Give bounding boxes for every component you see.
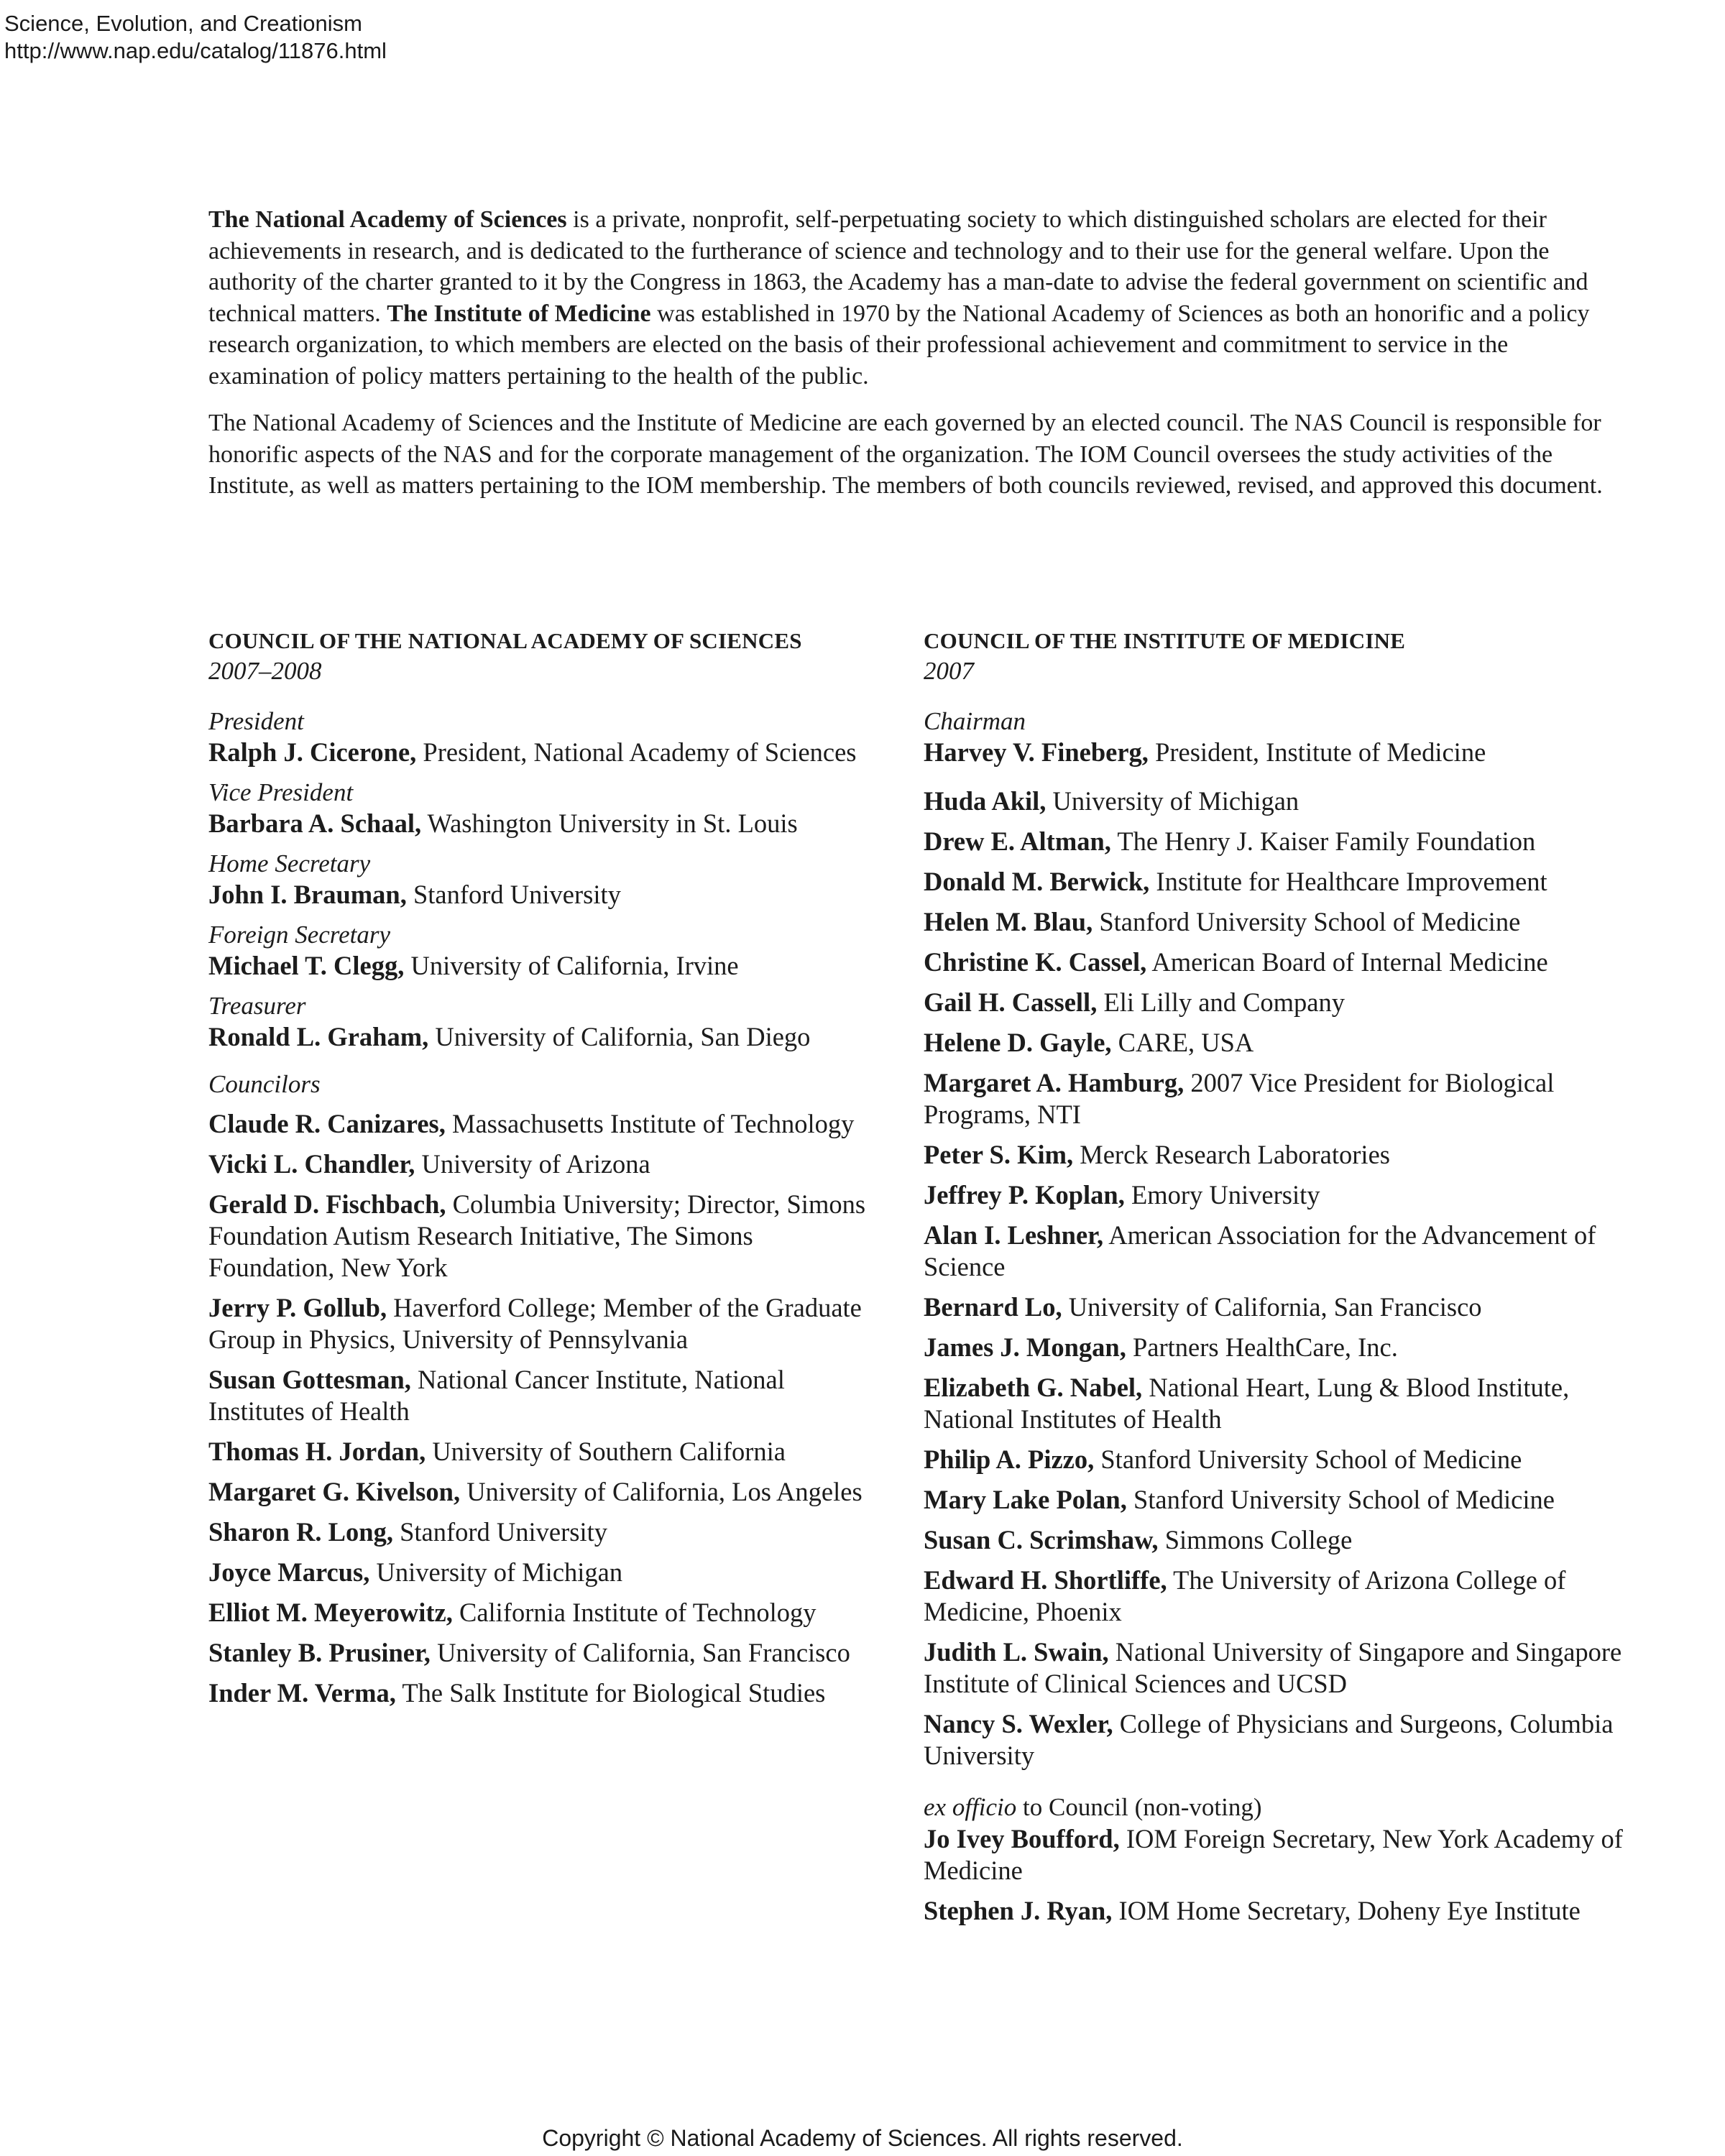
member-name: Thomas H. Jordan,: [208, 1437, 426, 1466]
member-affiliation: Partners HealthCare, Inc.: [1126, 1332, 1398, 1362]
member-affiliation: The Salk Institute for Biological Studies: [395, 1678, 826, 1708]
member-name: Ronald L. Graham,: [208, 1022, 429, 1051]
member-affiliation: Columbia University; Director, Simons Foundation Autism Research Initiative, The Simons Foundation, New York: [208, 1189, 866, 1282]
member-name: Philip A. Pizzo,: [924, 1445, 1095, 1474]
chair-member: [924, 737, 1632, 768]
nas-description: is a private, nonprofit, self-perpetuating society to which distinguished scholars are elected for their achievements in research, and is dedicated to the furtherance of science and technology and to their use for the general welfare. Upon the authority of the charter granted to it by the Congress in 1863, the Academy has a man-date to advise the federal government on scientific and technical matters.: [208, 206, 1588, 327]
member-affiliation: National Heart, Lung & Blood Institute, National Institutes of Health: [924, 1373, 1570, 1434]
member-affiliation: Emory University: [1124, 1180, 1320, 1210]
member-affiliation: University of Michigan: [369, 1557, 623, 1587]
council-member: [924, 1372, 1632, 1435]
iom-description: was established in 1970 by the National Academy of Sciences as both an honorific and a policy research organization, to which members are elected on the basis of their professional achievement and commitment to service in the examination of policy matters pertaining to the health of the public.: [208, 300, 1590, 390]
council-member: [208, 1677, 884, 1709]
member-name: Alan I. Leshner,: [924, 1220, 1104, 1250]
council-member: [924, 786, 1632, 817]
council-member: [924, 1708, 1632, 1772]
member-name: Stanley B. Prusiner,: [208, 1638, 431, 1667]
member-name: Elizabeth G. Nabel,: [924, 1373, 1143, 1402]
member-affiliation: National Cancer Institute, National Institutes of Health: [208, 1365, 785, 1426]
member-name: Christine K. Cassel,: [924, 947, 1147, 977]
member-name: Susan C. Scrimshaw,: [924, 1525, 1159, 1554]
member-name: Jeffrey P. Koplan,: [924, 1180, 1125, 1210]
council-member: [208, 1021, 884, 1053]
councilors-label: Councilors: [208, 1070, 321, 1098]
member-name: Susan Gottesman,: [208, 1365, 411, 1394]
page-header: [4, 10, 387, 65]
member-affiliation: Merck Research Laboratories: [1073, 1140, 1390, 1169]
nas-councilors: [208, 1108, 884, 1709]
council-member: [208, 1476, 884, 1508]
member-affiliation: University of Arizona: [415, 1149, 650, 1179]
nas-officers: [208, 706, 884, 1053]
member-affiliation: University of California, San Francisco: [430, 1638, 850, 1667]
intro-text: [208, 204, 1617, 517]
officer-role: Treasurer: [208, 992, 306, 1020]
member-affiliation: University of California, San Diego: [428, 1022, 811, 1051]
member-name: Ralph J. Cicerone,: [208, 737, 417, 767]
member-affiliation: University of California, San Francisco: [1062, 1292, 1482, 1322]
council-member: [208, 1557, 884, 1588]
member-affiliation: American Board of Internal Medicine: [1146, 947, 1548, 977]
member-name: Sharon R. Long,: [208, 1517, 393, 1547]
nas-council-title: COUNCIL OF THE NATIONAL ACADEMY OF SCIENCES: [208, 628, 802, 653]
council-member: [208, 1189, 884, 1284]
member-affiliation: University of Michigan: [1046, 786, 1300, 816]
member-name: Helen M. Blau,: [924, 907, 1093, 936]
member-affiliation: President, National Academy of Sciences: [416, 737, 857, 767]
member-name: Elliot M. Meyerowitz,: [208, 1598, 453, 1627]
member-affiliation: IOM Foreign Secretary, New York Academy of Medicine: [924, 1824, 1623, 1885]
intro-paragraph-2: The National Academy of Sciences and the Institute of Medicine are each governed by an elected council. The NAS Council is responsible for honorific aspects of the NAS and for the corporate management of the organization. The IOM Council oversees the study activities of the Institute, as well as matters pertaining to the IOM membership. The members of both councils reviewed, revised, and approved this document.: [208, 410, 1603, 499]
member-name: Edward H. Shortliffe,: [924, 1565, 1167, 1595]
member-affiliation: Stanford University School of Medicine: [1126, 1485, 1555, 1514]
member-affiliation: The Henry J. Kaiser Family Foundation: [1110, 826, 1536, 856]
member-name: Harvey V. Fineberg,: [924, 737, 1149, 767]
officer-role: Foreign Secretary: [208, 921, 391, 949]
council-member: [924, 1139, 1632, 1171]
nas-name: The National Academy of Sciences: [208, 206, 567, 233]
member-name: Inder M. Verma,: [208, 1678, 396, 1708]
member-name: Vicki L. Chandler,: [208, 1149, 415, 1179]
member-name: Mary Lake Polan,: [924, 1485, 1127, 1514]
member-affiliation: Institute for Healthcare Improvement: [1149, 867, 1547, 896]
council-member: [924, 1524, 1632, 1556]
iom-council-column: [924, 627, 1632, 1935]
council-member: [924, 1027, 1632, 1059]
member-affiliation: Stanford University School of Medicine: [1094, 1445, 1522, 1474]
member-name: Jerry P. Gollub,: [208, 1293, 387, 1322]
member-affiliation: California Institute of Technology: [452, 1598, 816, 1627]
member-name: John I. Brauman,: [208, 880, 407, 909]
council-member: [924, 946, 1632, 978]
member-name: Gerald D. Fischbach,: [208, 1189, 446, 1219]
council-member: [208, 1292, 884, 1355]
member-name: Michael T. Clegg,: [208, 951, 405, 980]
member-affiliation: National University of Singapore and Singapore Institute of Clinical Sciences and UCSD: [924, 1637, 1622, 1698]
council-member: [208, 808, 884, 839]
member-name: Joyce Marcus,: [208, 1557, 370, 1587]
council-member: [924, 866, 1632, 898]
member-name: Margaret G. Kivelson,: [208, 1477, 461, 1506]
member-name: Claude R. Canizares,: [208, 1109, 446, 1138]
officer-role: Vice President: [208, 778, 354, 806]
member-name: Jo Ivey Boufford,: [924, 1824, 1120, 1853]
officer-role: President: [208, 707, 304, 735]
member-affiliation: IOM Home Secretary, Doheny Eye Institute: [1112, 1896, 1581, 1925]
council-member: [924, 1332, 1632, 1363]
council-member: [208, 737, 884, 768]
member-name: Margaret A. Hamburg,: [924, 1068, 1184, 1097]
ex-officio-italic: ex officio: [924, 1793, 1017, 1821]
member-affiliation: Stanford University: [406, 880, 621, 909]
council-member: [924, 1565, 1632, 1628]
council-member: [924, 1220, 1632, 1283]
council-member: [924, 1291, 1632, 1323]
council-member: [924, 1895, 1632, 1927]
council-member: [208, 950, 884, 982]
member-affiliation: The University of Arizona College of Medicine, Phoenix: [924, 1565, 1566, 1626]
iom-council-years: 2007: [924, 657, 974, 685]
nas-council-years: 2007–2008: [208, 657, 322, 685]
council-member: [924, 1484, 1632, 1516]
council-member: [208, 1148, 884, 1180]
council-member: [924, 906, 1632, 938]
member-name: Peter S. Kim,: [924, 1140, 1074, 1169]
member-affiliation: CARE, USA: [1111, 1028, 1254, 1057]
council-member: [924, 1823, 1632, 1886]
member-name: Judith L. Swain,: [924, 1637, 1109, 1667]
member-affiliation: Haverford College; Member of the Graduate Group in Physics, University of Pennsylvania: [208, 1293, 862, 1354]
member-name: James J. Mongan,: [924, 1332, 1126, 1362]
council-member: [924, 826, 1632, 857]
member-affiliation: Washington University in St. Louis: [421, 808, 798, 838]
member-name: Drew E. Altman,: [924, 826, 1111, 856]
member-affiliation: 2007 Vice President for Biological Programs, NTI: [924, 1068, 1555, 1129]
member-affiliation: University of Southern California: [426, 1437, 786, 1466]
council-member: [208, 1364, 884, 1427]
iom-name: The Institute of Medicine: [387, 300, 651, 327]
member-affiliation: Massachusetts Institute of Technology: [445, 1109, 855, 1138]
member-affiliation: Simmons College: [1158, 1525, 1353, 1554]
chair-role: Chairman: [924, 707, 1026, 735]
iom-exofficio: [924, 1823, 1632, 1927]
ex-officio-label: [924, 1792, 1632, 1823]
council-member: [208, 1108, 884, 1140]
intro-paragraph-1: [208, 204, 1617, 392]
council-member: [924, 1179, 1632, 1211]
nas-council-column: [208, 627, 884, 1718]
member-name: Gail H. Cassell,: [924, 987, 1098, 1017]
member-name: Helene D. Gayle,: [924, 1028, 1112, 1057]
member-affiliation: Stanford University: [392, 1517, 607, 1547]
ex-officio-rest: to Council (non-voting): [1016, 1793, 1262, 1821]
council-member: [208, 1436, 884, 1468]
council-member: [924, 987, 1632, 1018]
member-name: Bernard Lo,: [924, 1292, 1062, 1322]
catalog-link[interactable]: http://www.nap.edu/catalog/11876.html: [4, 38, 387, 63]
member-name: Donald M. Berwick,: [924, 867, 1150, 896]
council-member: [208, 879, 884, 911]
member-name: Barbara A. Schaal,: [208, 808, 422, 838]
member-affiliation: Stanford University School of Medicine: [1092, 907, 1521, 936]
council-member: [924, 1067, 1632, 1130]
copyright-footer: Copyright © National Academy of Sciences. All rights reserved.: [542, 2125, 1183, 2151]
member-name: Huda Akil,: [924, 786, 1046, 816]
member-affiliation: University of California, Los Angeles: [460, 1477, 862, 1506]
member-affiliation: College of Physicians and Surgeons, Columbia University: [924, 1709, 1614, 1770]
council-member: [208, 1597, 884, 1628]
iom-members: [924, 786, 1632, 1772]
council-member: [924, 1636, 1632, 1700]
member-name: Nancy S. Wexler,: [924, 1709, 1113, 1738]
officer-role: Home Secretary: [208, 849, 371, 877]
member-affiliation: American Association for the Advancement of Science: [924, 1220, 1596, 1281]
member-affiliation: President, Institute of Medicine: [1148, 737, 1486, 767]
council-member: [208, 1637, 884, 1669]
member-name: Stephen J. Ryan,: [924, 1896, 1113, 1925]
iom-council-title: COUNCIL OF THE INSTITUTE OF MEDICINE: [924, 628, 1406, 653]
council-member: [924, 1444, 1632, 1475]
member-affiliation: Eli Lilly and Company: [1097, 987, 1346, 1017]
council-member: [208, 1516, 884, 1548]
book-title: Science, Evolution, and Creationism: [4, 11, 362, 36]
member-affiliation: University of California, Irvine: [404, 951, 739, 980]
